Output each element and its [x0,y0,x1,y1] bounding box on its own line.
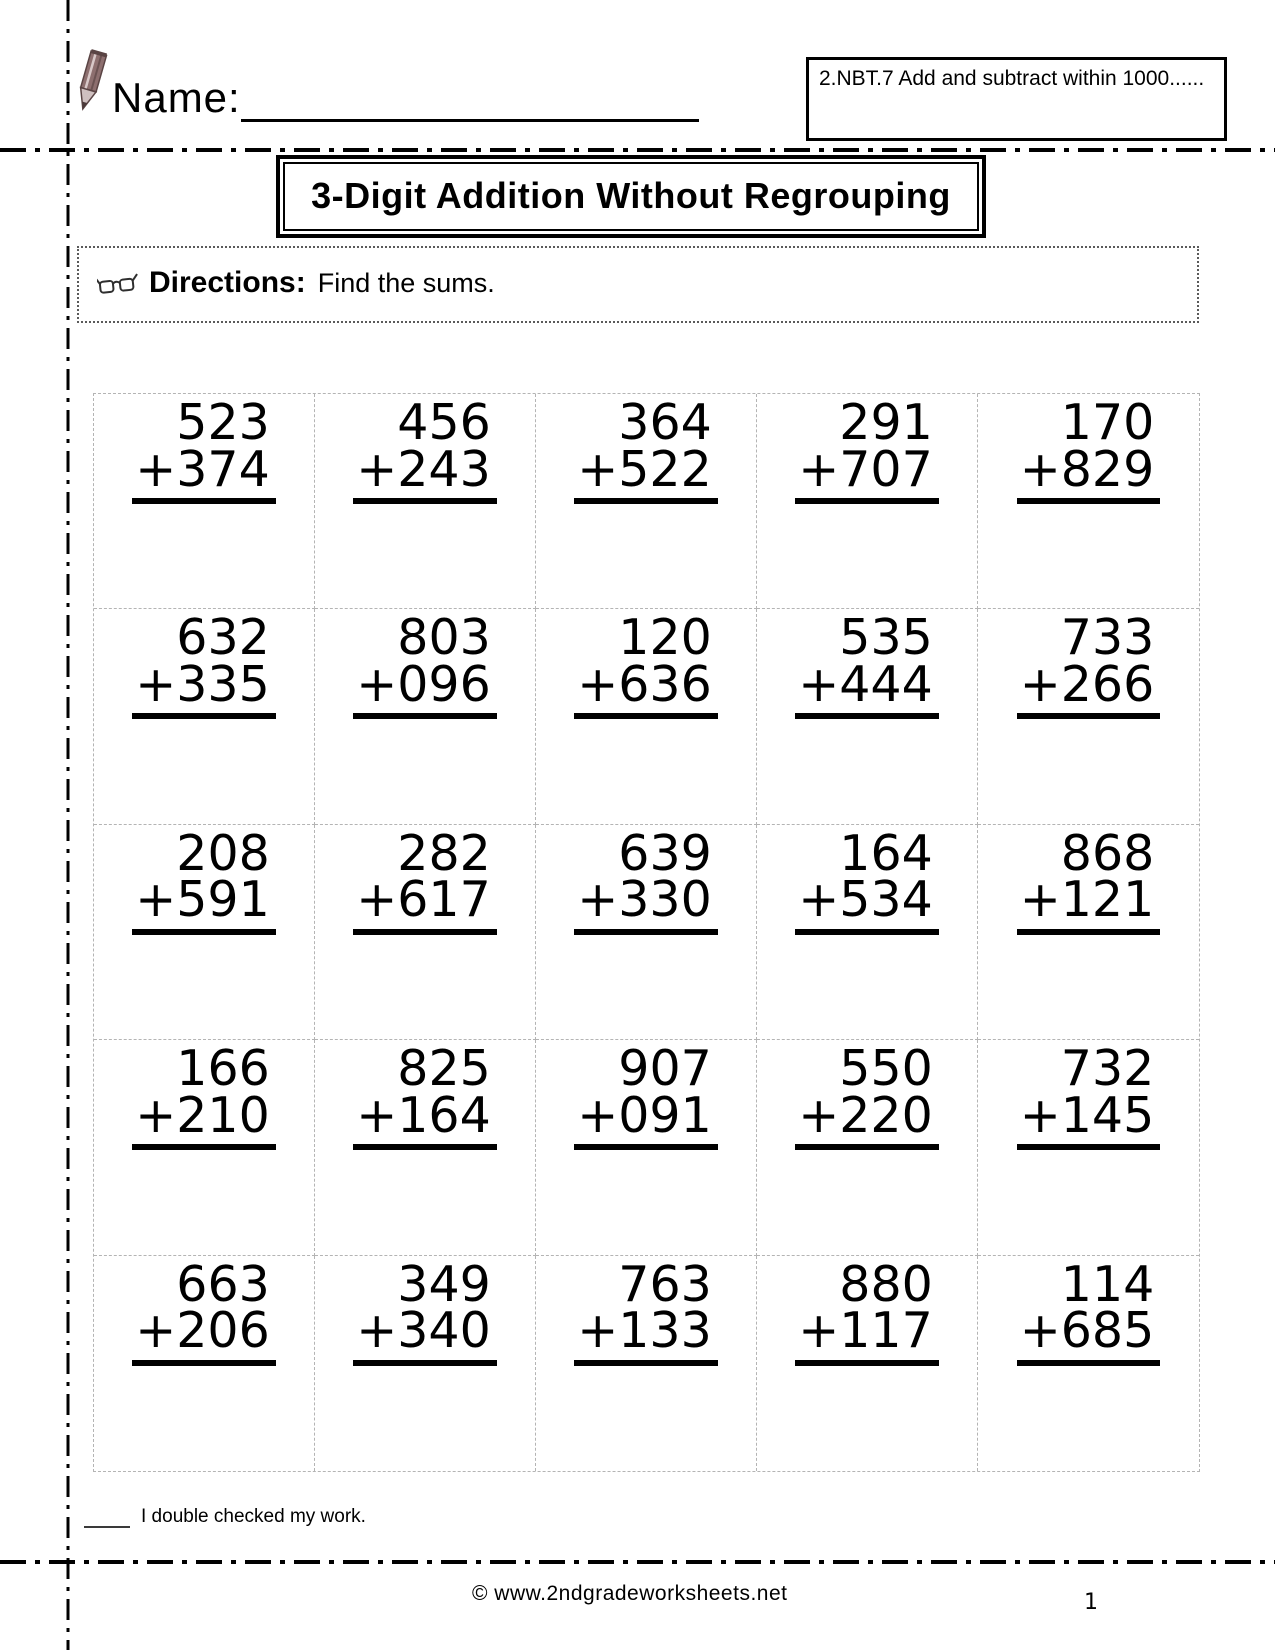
problem-cell [94,609,315,824]
problem-cell [757,825,978,1040]
addend-bottom: +522 [577,440,712,498]
problem-cell [94,825,315,1040]
addition-problem [132,609,276,719]
addition-problem [353,1040,497,1150]
problem-cell [315,825,536,1040]
addend-bottom: +121 [1019,871,1155,929]
addition-problem [1017,609,1161,719]
addition-problem [574,609,718,719]
addition-problem [353,609,497,719]
addend-top: 825 [397,1040,491,1098]
directions-label: Directions: [149,265,306,299]
problem-cell [978,394,1199,609]
addend-bottom: +243 [356,440,491,498]
addend-top: 763 [618,1255,712,1313]
problem-cell [315,1040,536,1255]
addend-bottom: +133 [577,1302,712,1360]
standard-text: 2.NBT.7 Add and subtract within 1000...... [819,67,1205,90]
addition-problem [574,1255,718,1366]
addition-problem [795,394,939,504]
addend-bottom: +117 [798,1302,933,1360]
problem-cell [536,1040,757,1255]
addend-bottom: +220 [798,1086,933,1144]
directions-text: Find the sums. [317,268,495,298]
standard-box [806,57,1227,141]
addend-top: 880 [839,1255,933,1313]
copyright-text: © www.2ndgradeworksheets.net [472,1582,788,1605]
addend-top: 868 [1060,824,1155,882]
addend-bottom: +591 [135,871,270,929]
problem-cell [536,609,757,824]
addend-top: 535 [839,609,933,667]
name-blank-line [241,82,699,122]
problem-cell [536,1256,757,1471]
addend-top: 208 [176,824,270,882]
addend-bottom: +330 [577,871,712,929]
addend-top: 114 [1060,1255,1155,1313]
problem-cell [978,1256,1199,1471]
addend-top: 803 [397,609,491,667]
name-label: Name: [112,74,241,121]
directions-box [77,246,1199,323]
glasses-icon [97,272,141,296]
addend-top: 550 [839,1040,933,1098]
addition-problem [1017,1040,1161,1150]
name-row [112,74,699,122]
problem-cell [978,1040,1199,1255]
problem-cell [94,1040,315,1255]
problem-cell [757,1256,978,1471]
addend-top: 166 [176,1040,270,1098]
addend-bottom: +685 [1019,1302,1155,1360]
addend-top: 732 [1060,1040,1155,1098]
addend-top: 291 [839,394,933,451]
addend-bottom: +335 [135,655,270,713]
problem-cell [757,609,978,824]
problem-cell [536,394,757,609]
addend-top: 523 [176,394,270,451]
addition-problem [574,824,718,935]
check-row [84,1506,366,1528]
worksheet-title: 3-Digit Addition Without Regrouping [311,175,951,216]
title-inner-border [283,162,979,231]
addend-top: 456 [397,394,491,451]
problem-cell [536,825,757,1040]
addend-bottom: +206 [135,1302,270,1360]
addend-bottom: +340 [356,1302,491,1360]
addend-top: 639 [618,824,712,882]
addition-problem [574,1040,718,1150]
addend-bottom: +374 [135,440,270,498]
addend-bottom: +145 [1019,1086,1155,1144]
check-blank-line [84,1506,130,1528]
addend-top: 349 [397,1255,491,1313]
problem-cell [315,609,536,824]
addition-problem [353,394,497,504]
pencil-icon [66,48,114,120]
addition-problem [795,1040,939,1150]
addend-top: 364 [618,394,712,451]
addend-bottom: +829 [1019,440,1155,498]
addend-bottom: +444 [798,655,933,713]
addend-bottom: +266 [1019,655,1155,713]
addend-bottom: +636 [577,655,712,713]
addend-top: 632 [176,609,270,667]
addend-bottom: +164 [356,1086,491,1144]
addend-bottom: +210 [135,1086,270,1144]
addend-top: 733 [1060,609,1155,667]
problem-cell [978,609,1199,824]
title-box [276,155,986,238]
addition-problem [1017,1255,1161,1366]
addition-problem [574,394,718,504]
page-number: 1 [1084,1590,1098,1615]
addition-problem [132,394,276,504]
problem-cell [315,1256,536,1471]
addend-top: 282 [397,824,491,882]
problem-cell [757,1040,978,1255]
addition-problem [132,1255,276,1366]
addend-top: 170 [1060,394,1155,451]
problem-cell [757,394,978,609]
addition-problem [353,824,497,935]
addend-bottom: +534 [798,871,933,929]
addition-problem [353,1255,497,1366]
addition-problem [132,1040,276,1150]
problem-cell [94,394,315,609]
problem-cell [315,394,536,609]
addition-problem [795,824,939,935]
addend-bottom: +091 [577,1086,712,1144]
addition-problem [795,609,939,719]
addend-bottom: +707 [798,440,933,498]
problem-cell [978,825,1199,1040]
addition-problem [1017,824,1161,935]
addition-problem [795,1255,939,1366]
addend-top: 120 [618,609,712,667]
addend-top: 663 [176,1255,270,1313]
check-label: I double checked my work. [141,1506,366,1527]
addition-problem [132,824,276,935]
problem-cell [94,1256,315,1471]
addend-top: 164 [839,824,933,882]
addend-top: 907 [618,1040,712,1098]
addend-bottom: +096 [356,655,491,713]
problems-grid [93,393,1200,1472]
addend-bottom: +617 [356,871,491,929]
addition-problem [1017,394,1161,504]
